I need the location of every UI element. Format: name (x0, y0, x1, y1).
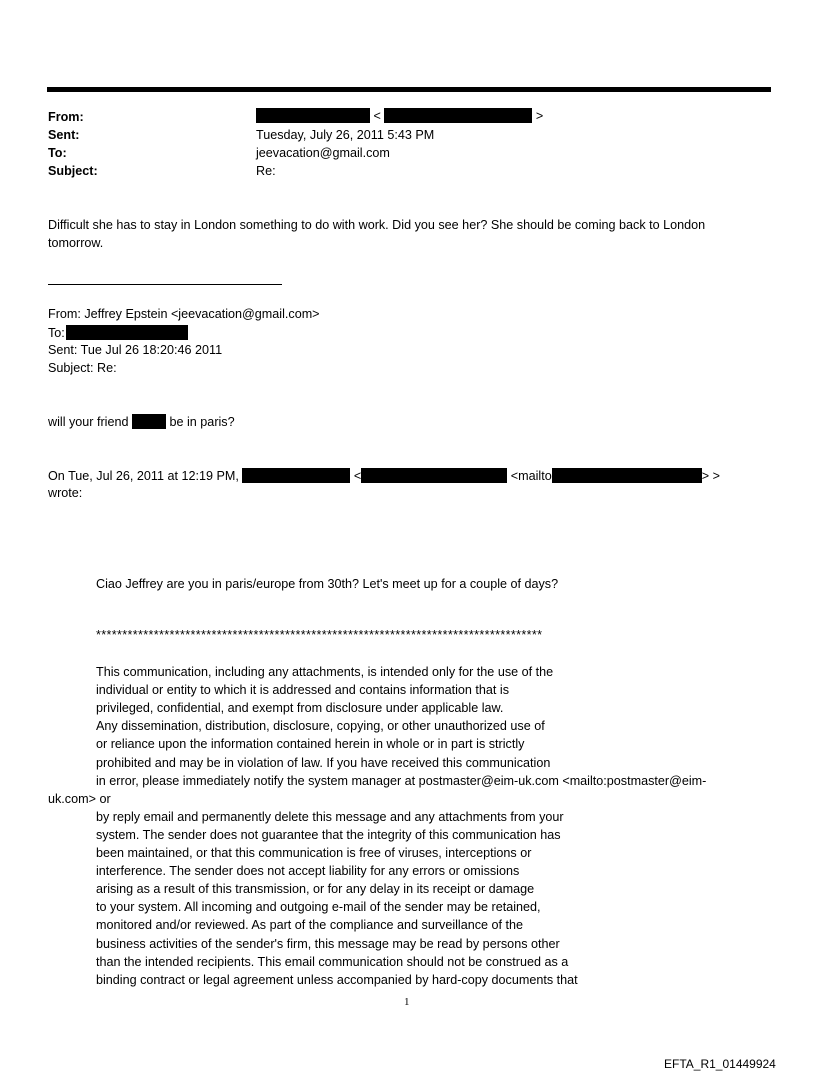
disclaimer-line: business activities of the sender's firm, this message may be read by persons other (96, 937, 560, 951)
attribution-wrote: wrote: (48, 486, 83, 500)
quoted-subject: Subject: Re: (48, 361, 117, 375)
disclaimer-line: by reply email and permanently delete this message and any attachments from your (96, 810, 564, 824)
sent-value: Tuesday, July 26, 2011 5:43 PM (256, 128, 435, 142)
disclaimer-line: This communication, including any attachments, is intended only for the use of the (96, 665, 554, 679)
disclaimer-line: system. The sender does not guarantee that the integrity of this communication has (96, 828, 561, 842)
from-bracket-close: > (535, 109, 544, 123)
quoted-message (48, 414, 235, 429)
body-line: tomorrow. (48, 236, 104, 250)
page-number: 1 (404, 996, 410, 1008)
from-bracket-open: < (373, 109, 381, 123)
disclaimer-line: in error, please immediately notify the system manager at postmaster@eim-uk.com <mailto:postmaster@eim- (96, 774, 707, 788)
disclaimer-line: than the intended recipients. This email communication should not be construed as a (96, 955, 569, 969)
redaction-box (361, 468, 507, 483)
disclaimer-line: arising as a result of this transmission, or for any delay in its receipt or damage (96, 882, 535, 896)
original-message: Ciao Jeffrey are you in paris/europe from 30th? Let's meet up for a couple of days? (96, 577, 559, 591)
quoted-message-end: be in paris? (169, 415, 235, 429)
disclaimer-line: interference. The sender does not accept liability for any errors or omissions (96, 864, 520, 878)
to-label: To: (48, 146, 67, 160)
disclaimer-line: prohibited and may be in violation of law. If you have received this communication (96, 756, 551, 770)
redaction-box (242, 468, 350, 483)
quote-separator (48, 284, 282, 285)
quoted-to (48, 325, 188, 340)
redaction-box (132, 414, 166, 429)
disclaimer-line: privileged, confidential, and exempt from disclosure under applicable law. (96, 701, 504, 715)
redaction-box (384, 108, 532, 123)
attribution-mailto: <mailto (510, 469, 552, 483)
sent-label: Sent: (48, 128, 80, 142)
quoted-sent: Sent: Tue Jul 26 18:20:46 2011 (48, 343, 223, 357)
disclaimer-line: been maintained, or that this communication is free of viruses, interceptions or (96, 846, 532, 860)
disclaimer-line: uk.com> or (48, 792, 111, 806)
redaction-box (66, 325, 188, 340)
quoted-from: From: Jeffrey Epstein <jeevacation@gmail.com> (48, 307, 320, 321)
disclaimer-line: individual or entity to which it is addressed and contains information that is (96, 683, 510, 697)
from-value (256, 108, 543, 123)
from-label: From: (48, 110, 84, 124)
disclaimer-line: to your system. All incoming and outgoing e-mail of the sender may be retained, (96, 900, 541, 914)
attribution-lt: < (353, 469, 362, 483)
disclaimer-line: Any dissemination, distribution, disclosure, copying, or other unauthorized use of (96, 719, 545, 733)
to-value: jeevacation@gmail.com (256, 146, 390, 160)
attribution-start: On Tue, Jul 26, 2011 at 12:19 PM, (48, 469, 239, 483)
document-id: EFTA_R1_01449924 (664, 1057, 776, 1071)
quoted-to-label: To: (48, 326, 65, 340)
top-rule (47, 87, 771, 92)
subject-label: Subject: (48, 164, 98, 178)
body-line: Difficult she has to stay in London something to do with work. Did you see her? She should be coming back to London (48, 218, 706, 232)
attribution-end: > > (701, 469, 720, 483)
disclaimer-line: binding contract or legal agreement unless accompanied by hard-copy documents that (96, 973, 578, 987)
quoted-message-start: will your friend (48, 415, 129, 429)
disclaimer-line: or reliance upon the information contained herein in whole or in part is strictly (96, 737, 525, 751)
redaction-box (256, 108, 370, 123)
subject-value: Re: (256, 164, 276, 178)
disclaimer-line: monitored and/or reviewed. As part of the compliance and surveillance of the (96, 918, 524, 932)
attribution-line (48, 468, 720, 483)
redaction-box (552, 468, 702, 483)
asterisk-divider: ************************************************************************************* (96, 628, 543, 642)
